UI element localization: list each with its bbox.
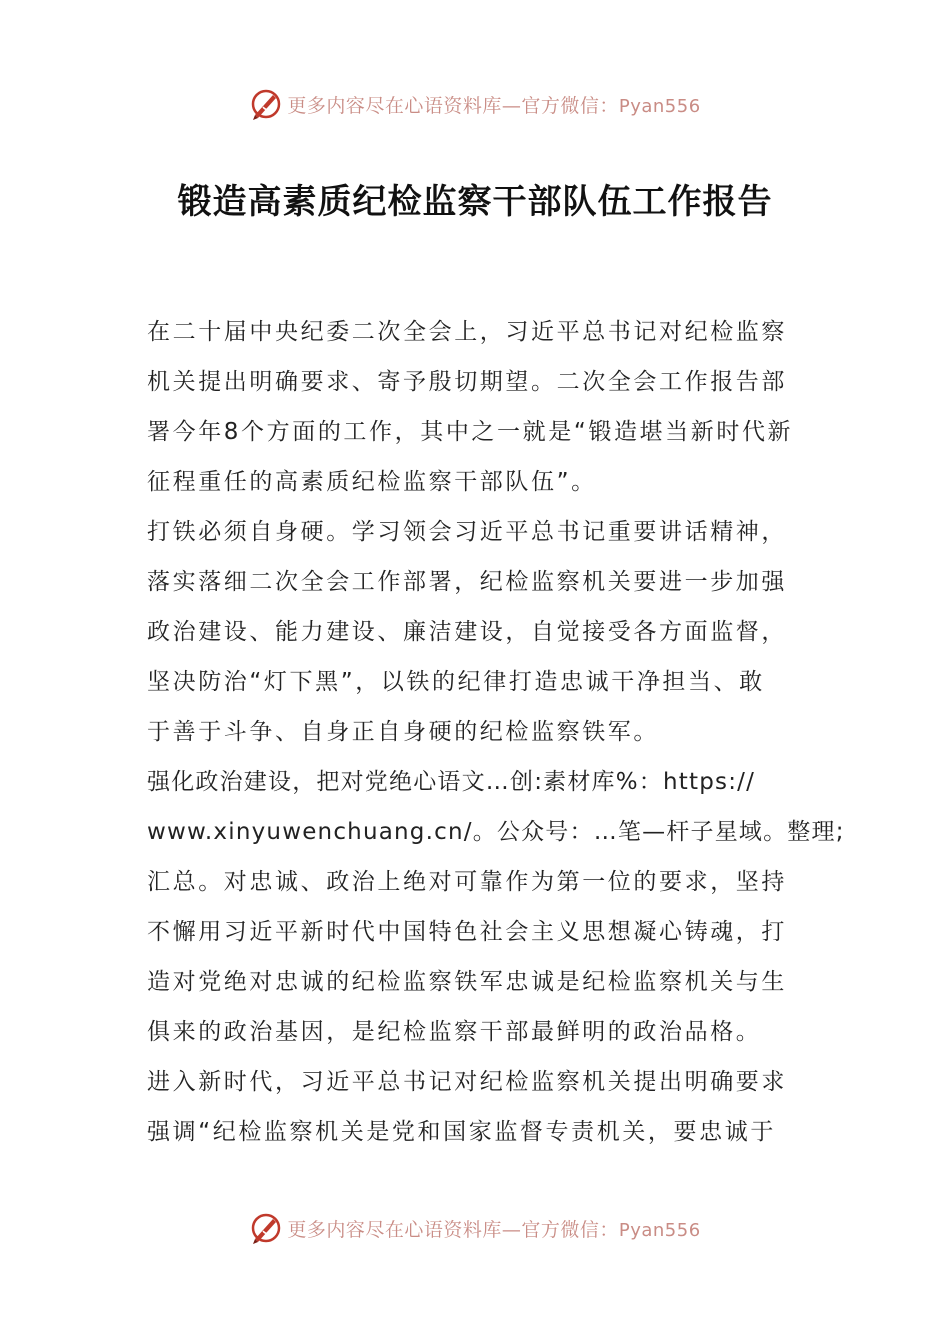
body-line: 于善于斗争、自身正自身硬的纪检监察铁军。 [147, 719, 659, 745]
body-line: 俱来的政治基因，是纪检监察干部最鲜明的政治品格。 [147, 1019, 762, 1045]
body-line: 打铁必须自身硬。学习领会习近平总书记重要讲话精神， [147, 519, 787, 545]
body-line: 落实落细二次全会工作部署，纪检监察机关要进一步加强 [147, 569, 787, 595]
footer-wechat-id: Pyan556 [618, 1219, 701, 1241]
body-line: 汇总。对忠诚、政治上绝对可靠作为第一位的要求，坚持 [147, 869, 787, 895]
pen-logo-icon [249, 1211, 283, 1245]
body-line: 强化政治建设，把对党绝心语文…创:素材库%：https:// [147, 769, 756, 795]
body-line: 征程重任的高素质纪检监察干部队伍”。 [147, 469, 597, 495]
body-line: 坚决防治“灯下黑”，以铁的纪律打造忠诚干净担当、敢 [147, 669, 765, 695]
footer-banner [0, 1208, 950, 1248]
body-line: 在二十届中央纪委二次全会上，习近平总书记对纪检监察 [147, 319, 787, 345]
body-line: 造对党绝对忠诚的纪检监察铁军忠诚是纪检监察机关与生 [147, 969, 787, 995]
pen-logo-icon [249, 87, 283, 121]
document-body [147, 307, 845, 1157]
document-title: 锻造高素质纪检监察干部队伍工作报告 [177, 182, 773, 222]
footer-banner-text: 更多内容尽在心语资料库—官方微信：Pyan556 [287, 1218, 701, 1241]
header-wechat-id: Pyan556 [618, 95, 701, 117]
header-banner-text: 更多内容尽在心语资料库—官方微信：Pyan556 [287, 94, 701, 117]
body-line: 进入新时代，习近平总书记对纪检监察机关提出明确要求 [147, 1069, 787, 1095]
body-line: www.xinyuwenchuang.cn/。公众号：…笔—杆子星域。整理; [147, 819, 845, 845]
body-line: 署今年8个方面的工作，其中之一就是“锻造堪当新时代新 [147, 419, 794, 445]
body-line: 机关提出明确要求、寄予殷切期望。二次全会工作报告部 [147, 369, 787, 395]
body-line: 强调“纪检监察机关是党和国家监督专责机关，要忠诚于 [147, 1119, 776, 1145]
header-banner [0, 84, 950, 124]
body-line: 政治建设、能力建设、廉洁建设，自觉接受各方面监督， [147, 619, 787, 645]
body-line: 不懈用习近平新时代中国特色社会主义思想凝心铸魂，打 [147, 919, 787, 945]
